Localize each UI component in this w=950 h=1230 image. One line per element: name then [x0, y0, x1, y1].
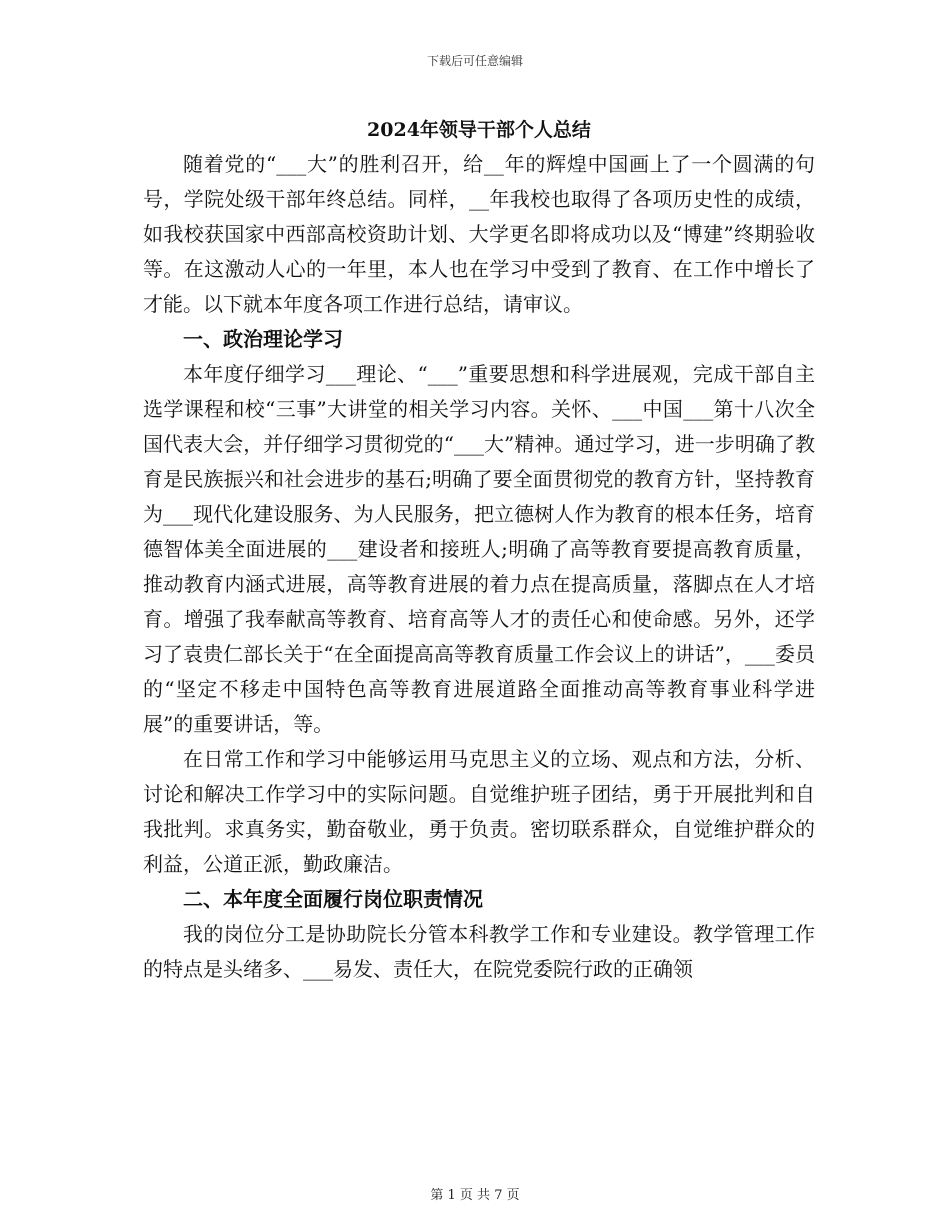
- section1-paragraph-2: 在日常工作和学习中能够运用马克思主义的立场、观点和方法，分析、讨论和解决工作学习中的实际问题。自觉维护班子团结，勇于开展批判和自我批判。求真务实，勤奋敬业，勇于负责。密切联系群众，自觉维护群众的利益，公道正派，勤政廉洁。: [143, 747, 815, 876]
- section2-paragraph-1: 我的岗位分工是协助院长分管本科教学工作和专业建设。教学管理工作的特点是头绪多、___易发、责任大，在院党委院行政的正确领: [143, 922, 815, 981]
- document-body: [143, 113, 815, 987]
- section1-paragraph-1: 本年度仔细学习___理论、“___”重要思想和科学进展观，完成干部自主选学课程和校“三事”大讲堂的相关学习内容。关怀、___中国___第十八次全国代表大会，并仔细学习贯彻党的“___大”精神。通过学习，进一步明确了教育是民族振兴和社会进步的基石;明确了要全面贯彻党的教育方针，坚持教育为___现代化建设服务、为人民服务，把立德树人作为教育的根本任务，培育德智体美全面进展的___建设者和接班人;明确了高等教育要提高教育质量，推动教育内涵式进展，高等教育进展的着力点在提高质量，落脚点在人才培育。增强了我奉献高等教育、培育高等人才的责任心和使命感。另外，还学习了袁贵仁部长关于“在全面提高高等教育质量工作会议上的讲话”，___委员的“坚定不移走中国特色高等教育进展道路全面推动高等教育事业科学进展”的重要讲话，等。: [143, 362, 815, 736]
- section-heading-political-study: 一、政治理论学习: [183, 327, 343, 351]
- page-number-footer: 第 1 页 共 7 页: [430, 1188, 520, 1203]
- intro-paragraph: 随着党的“___大”的胜利召开，给__年的辉煌中国画上了一个圆满的句号，学院处级干部年终总结。同样，__年我校也取得了各项历史性的成绩，如我校获国家中西部高校资助计划、大学更名即将成功以及“博建”终期验收等。在这激动人心的一年里，本人也在学习中受到了教育、在工作中增长了才能。以下就本年度各项工作进行总结，请审议。: [143, 152, 815, 316]
- page-header-note: 下载后可任意编辑: [426, 54, 523, 68]
- document-title: 2024年领导干部个人总结: [367, 119, 591, 141]
- section-heading-job-duties: 二、本年度全面履行岗位职责情况: [183, 887, 483, 911]
